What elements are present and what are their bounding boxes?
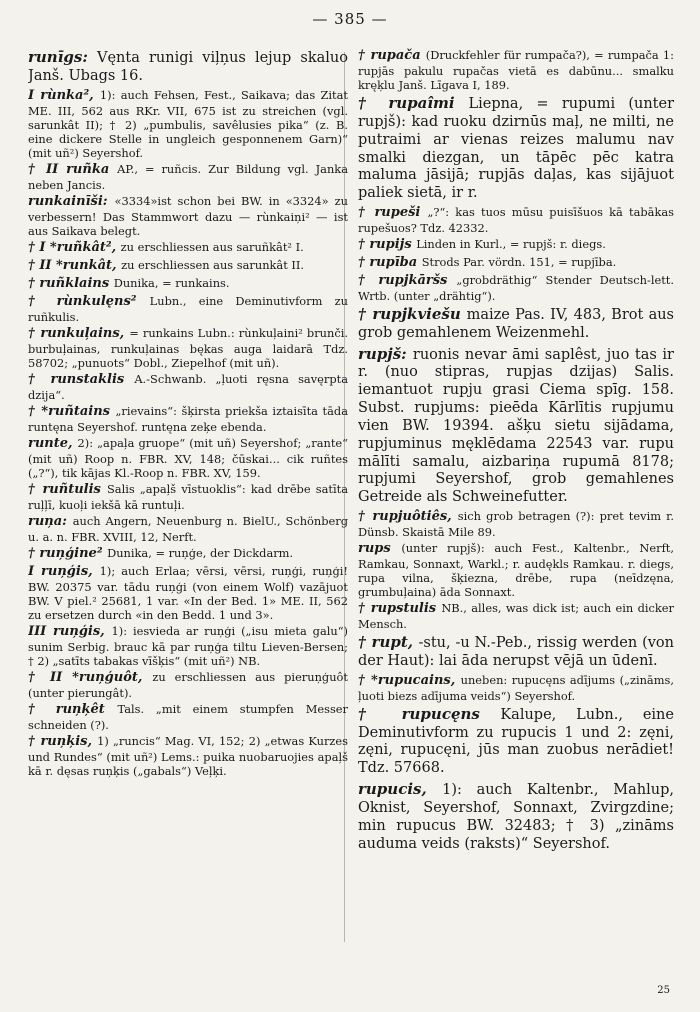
entry-text: Kalupe, Lubn., eine Deminutivform zu rupucis 1 und 2: zęni, zęni, rupucęni, jūs man zuobus nerādiet! Tdz. 57668.: [358, 706, 674, 777]
entry-text: auch Angern, Neuenburg n. BielU., Schönberg u. a. n. FBR. XVIII, 12, Nerft.: [28, 513, 348, 544]
entry-headword: † rupstulis: [358, 601, 442, 617]
dictionary-entry: [28, 546, 348, 562]
dictionary-entry: [358, 255, 674, 271]
entry-text: Liepna, = rupumi (unter rupjš): kad ruoku dzirnūs maļ, ne milti, ne putraimi ar vienas reizes malumu nav smalki diezgan, un tāpēc pēc katra maluma jāsijā; rupjās daļas, kas sijājuot paliek sietā, ir r.: [358, 96, 674, 202]
entry-headword: † rupijs: [358, 236, 417, 252]
dictionary-entry: [358, 509, 674, 539]
entry-text: 1): auch Kaltenbr., Mahlup, Oknist, Seyershof, Sonnaxt, Zvirgzdine; min rupucus BW. 32483; † 3) „zināms auduma veids (raksts)“ Seyershof.: [358, 782, 674, 852]
entry-text: Tals. „mit einem stumpfen Messer schneiden (?).: [28, 701, 348, 732]
entry-headword: rupucis,: [358, 780, 443, 799]
entry-text: Dunika, = runkains.: [113, 275, 230, 290]
entry-headword: † rupība: [358, 254, 422, 270]
entry-text: Strods Par. vördn. 151, = rupjība.: [421, 254, 617, 269]
entry-headword: † rupjkāršs: [358, 272, 457, 288]
entry-text: „rievains“: šķirsta priekša iztaisīta tāda runtęna Seyershof. runtęna zeķe ebenda.: [28, 403, 348, 434]
page-number: — 385 —: [312, 10, 388, 28]
entry-text: AP., = ruñcis. Zur Bildung vgl. Janka neben Jancis.: [28, 161, 348, 192]
entry-headword: † *rupucains,: [358, 672, 461, 688]
entry-headword: † II *ruņģuôt,: [28, 669, 153, 685]
dictionary-entry: [28, 404, 348, 434]
entry-text: (Druckfehler für rumpača?), = rumpača 1: rupjās pakulu rupačas vietā es dabūnu... smalku kręķlu Janš. Līgava I, 189.: [358, 48, 674, 92]
dictionary-entry: [358, 94, 674, 203]
entry-text: = runkains Lubn.: rùnkuļaini² brunči. burbuļainas, runkuļainas bękas auga laidarā Tdz. 58702; „punuots“ Dobl., Ziepelhof (mit uñ).: [28, 325, 348, 370]
entry-headword: runkainīši:: [28, 193, 115, 209]
dictionary-entry: [28, 624, 348, 668]
entry-text: -stu, -u N.-Peb., rissig werden (von der Haut): lai āda nerupst vējā un ūdenī.: [358, 635, 674, 669]
entry-text: zu erschliessen aus sarunkât II.: [121, 257, 305, 272]
entry-headword: † I *ruñkât²,: [28, 239, 121, 255]
dictionary-entry: [28, 372, 348, 402]
dictionary-entry: [358, 237, 674, 253]
entry-headword: † ruņķis,: [28, 733, 98, 749]
entry-text: A.-Schwanb. „ļuoti ręsna savęrpta dzija“.: [28, 371, 348, 402]
dictionary-entry: [358, 541, 674, 599]
entry-text: «3334»ist schon bei BW. in «3324» zu verbessern! Das Stammwort dazu — rùnkaiņi² — ist aus Saikava belegt.: [28, 193, 348, 238]
entry-headword: † runstaklis: [28, 371, 135, 387]
entry-headword: † rupaîmi: [358, 94, 469, 113]
entry-headword: ruņa:: [28, 513, 73, 529]
dictionary-entry: [358, 345, 674, 507]
entry-text: Linden in Kurl., = rupjš: r. diegs.: [416, 236, 606, 251]
entry-text: NB., alles, was dick ist; auch ein dicker Mensch.: [358, 601, 674, 632]
left-column: [28, 48, 348, 780]
entry-text: (unter rupjš): auch Fest., Kaltenbr., Nerft, Ramkau, Sonnaxt, Warkl.; r. audękls Ramkau. r. diegs, rupa vilna, šķiezna, drēbe, rupa (neīdzęna, grumbuļaina) āda Sonnaxt.: [358, 541, 674, 600]
entry-headword: † II ruñka: [28, 161, 118, 177]
entry-text: Salis „apaļš vīstuoklis“: kad drēbe satīta ruļļī, kuoļi iekšā kā runtuļi.: [28, 481, 348, 512]
entry-text: „grobdräthig“ Stender Deutsch-lett. Wrtb. (unter „drähtig“).: [358, 272, 674, 303]
entry-text: zu erschliessen aus pieruņģuôt (unter pierungât).: [28, 669, 348, 700]
entry-headword: † rupucęns: [358, 704, 501, 723]
entry-headword: † rupača: [358, 48, 426, 63]
dictionary-entry: [358, 633, 674, 671]
entry-headword: † rupeši: [358, 204, 428, 220]
dictionary-entry: [28, 514, 348, 544]
dictionary-entry: [28, 194, 348, 238]
dictionary-entry: [28, 326, 348, 370]
entry-text: „?“: kas tuos mūsu puisīšuos kā tabākas rupešuos? Tdz. 42332.: [358, 204, 674, 235]
dictionary-entry: [358, 273, 674, 303]
entry-text: Vęnta runigi viļņus lejup skaluo Janš. Ubags 16.: [28, 50, 348, 84]
entry-headword: † ruņķêt: [28, 701, 118, 717]
entry-headword: III ruņģis,: [28, 623, 112, 639]
dictionary-entry: [358, 48, 674, 92]
entry-headword: † ruņģine²: [28, 545, 108, 561]
entry-text: 1): auch Fehsen, Fest., Saikava; das Zitat ME. III, 562 aus RKr. VII, 675 ist zu streichen (vgl. sarunkât II); † 2) „pumbulis, savêlusies pika“ (z. B. eine dickere Stelle in ungleich gesponnenem Garn)“ (mit uñ²) Seyershof.: [28, 87, 348, 160]
dictionary-entry: [28, 294, 348, 324]
entry-text: maize Pas. IV, 483, Brot aus grob gemahlenem Weizenmehl.: [358, 306, 674, 341]
dictionary-entry: [28, 436, 348, 480]
signature-mark: 25: [657, 985, 670, 996]
dictionary-entry: [28, 734, 348, 778]
entry-text: 1) „runcis“ Mag. VI, 152; 2) „etwas Kurzes und Rundes“ (mit uñ²) Lems.: puika nuobaruojies apaļš kā r. dęsas ruņķis („gabals“) Veļķi.: [28, 733, 348, 778]
entry-text: Lubn., eine Deminutivform zu ruñkulis.: [28, 293, 348, 324]
dictionary-entry: [28, 88, 348, 160]
entry-headword: † rupt,: [358, 633, 419, 652]
dictionary-entry: [358, 601, 674, 631]
entry-headword: † II *runkât,: [28, 257, 122, 273]
entry-text: uneben: rupucęns adījums („zināms, ļuoti biezs adījuma veids“) Seyershof.: [358, 672, 674, 703]
dictionary-entry: [28, 670, 348, 700]
entry-headword: runīgs:: [28, 48, 88, 66]
dictionary-entry: [358, 705, 674, 778]
entry-headword: I rùnka²,: [28, 87, 100, 103]
entry-headword: † runkuļains,: [28, 325, 130, 341]
dictionary-entry: [28, 258, 348, 274]
dictionary-entry: [358, 205, 674, 235]
entry-headword: rups: [358, 541, 402, 557]
dictionary-entry: [28, 48, 348, 86]
entry-headword: † rùnkulęns²: [28, 293, 150, 309]
right-column: [358, 48, 674, 855]
entry-headword: rupjš:: [358, 344, 413, 363]
dictionary-entry: [358, 673, 674, 703]
entry-text: zu erschliessen aus saruñkât² I.: [120, 239, 304, 254]
entry-text: 1): iesvieda ar ruņģi („isu mieta galu“) sunim Serbig. brauc kā par ruņģa tiltu Lieven-Bersen; † 2) „satīts tabakas vīšķis“ (mit uñ²) NB.: [28, 623, 348, 668]
entry-headword: † ruñklains: [28, 275, 114, 291]
dictionary-entry: [358, 780, 674, 853]
entry-headword: † ruñtulis: [28, 481, 107, 497]
dictionary-entry: [28, 240, 348, 256]
entry-headword: I ruņģis,: [28, 563, 100, 579]
dictionary-entry: [28, 162, 348, 192]
entry-headword: runte,: [28, 435, 78, 451]
entry-text: 1); auch Erlaa; vērsi, vērsi, ruņģi, ruņģi! BW. 20375 var. tādu ruņģi (von einem Wolf) vazājuot BW. V piel.² 25681, 1 var. «In der Bed. 1» ME. II, 562 zu ersetzen durch «in den Bedd. 1 und 3».: [28, 563, 348, 622]
entry-text: sich grob betragen (?): pret tevim r. Dünsb. Skaistā Mile 89.: [358, 509, 674, 540]
dictionary-entry: [28, 482, 348, 512]
entry-text: 2): „apaļa gruope“ (mit uñ) Seyershof; „rante“ (mit uñ) Roop n. FBR. XV, 148; čūskai... cik ruñtes („?“), tik kājas Kl.-Roop n. FBR. XV, 159.: [28, 435, 348, 480]
entry-text: ruonis nevar āmi saplêst, juo tas ir r. (nuo stipras, rupjas dzijas) Salis. iemantuot rupju grasi Ciema spīg. 158. Subst. rupjums: pieēda Kārlītis rupjumu vien BW. 19394. ašķu sietu sijādama, rupjuminus męklēdama 22543 var. rupu mālīti samalu, aizbariņa rupumā 8178; rupjumi Seyershof, grob gemahlenes Getreide als Schweinefutter.: [358, 346, 674, 506]
entry-headword: † *ruñtains: [28, 403, 116, 419]
dictionary-entry: [358, 305, 674, 343]
dictionary-entry: [28, 564, 348, 622]
entry-headword: † rupjuôtiês,: [358, 509, 458, 525]
dictionary-entry: [28, 276, 348, 292]
entry-headword: † rupjkviešu: [358, 304, 467, 323]
dictionary-entry: [28, 702, 348, 732]
entry-text: Dunika, = ruņģe, der Dickdarm.: [107, 545, 294, 560]
